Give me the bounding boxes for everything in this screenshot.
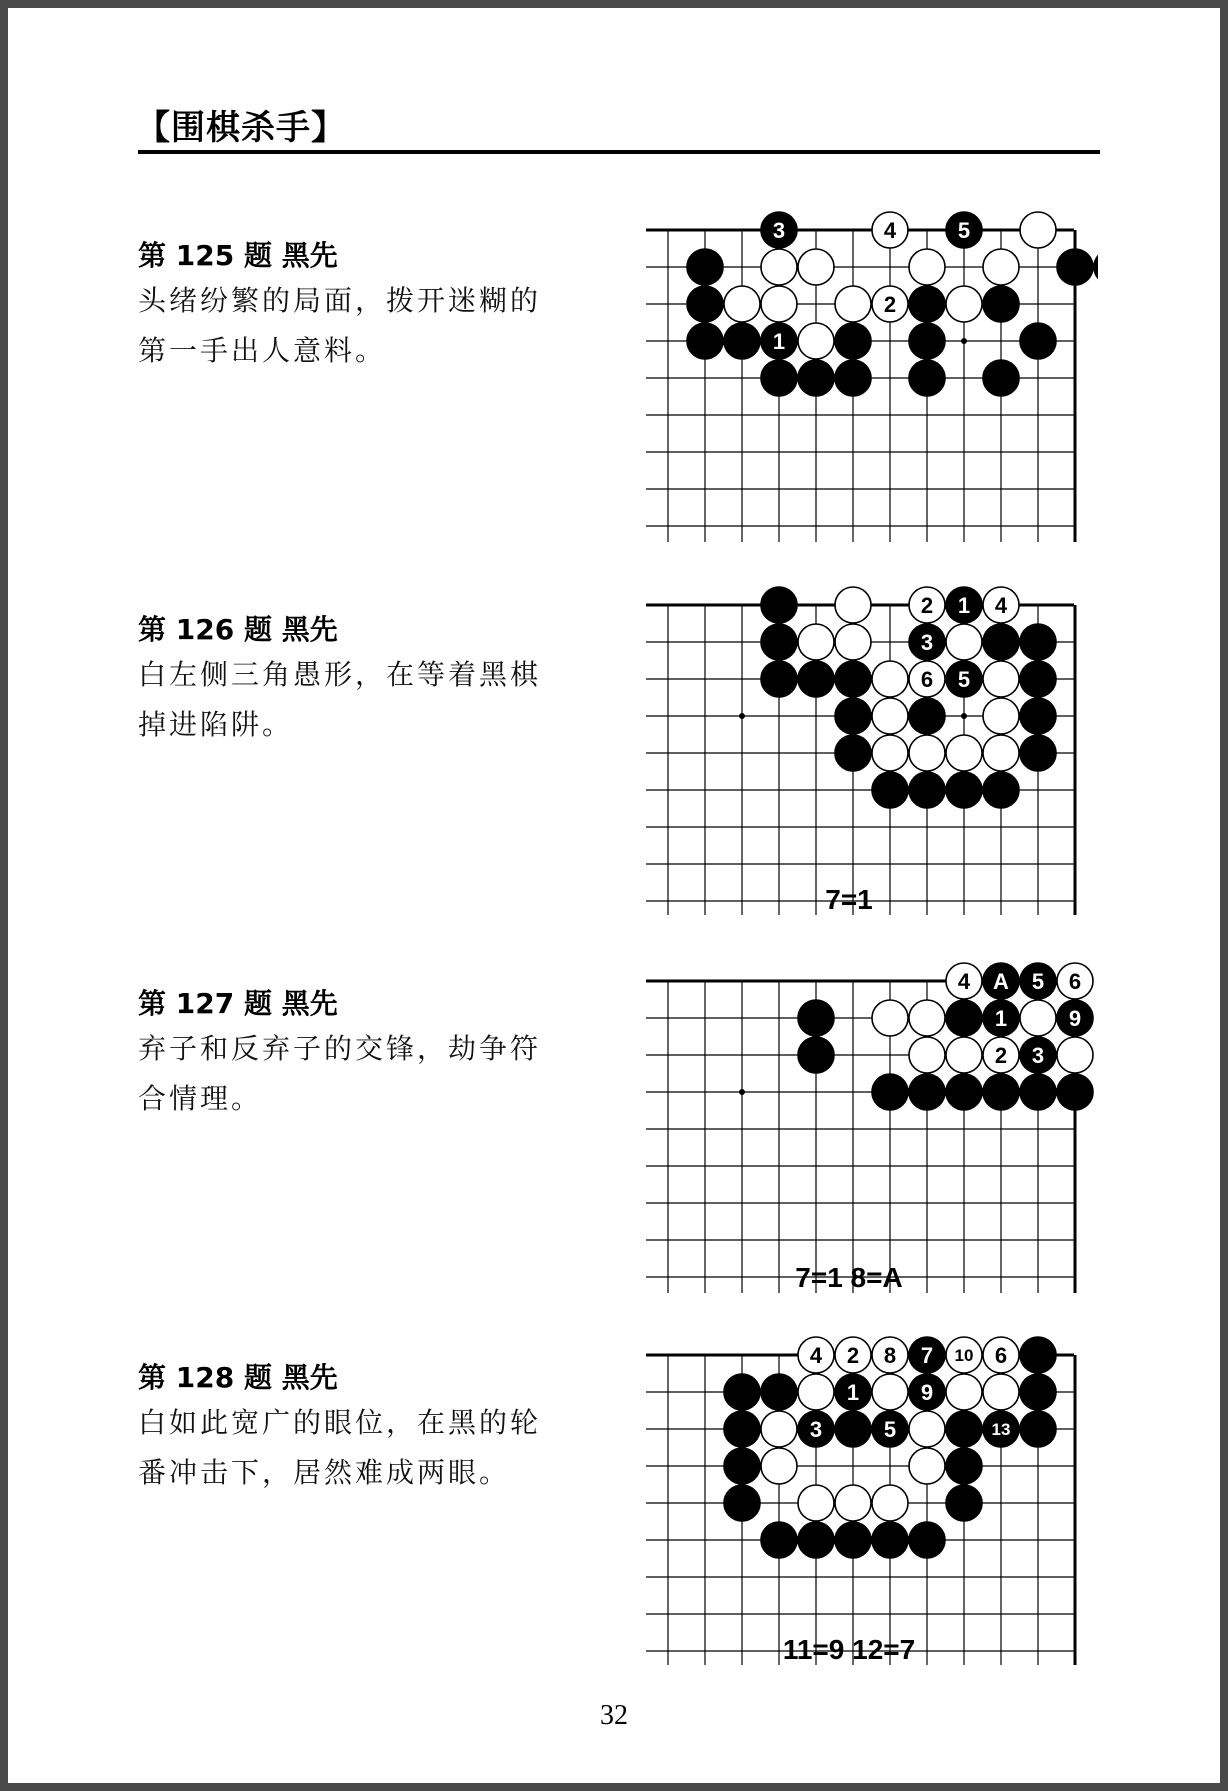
problem-128-line-2: 番冲击下，居然难成两眼。 xyxy=(138,1456,511,1489)
board-note: 7=1 8=A xyxy=(795,1262,903,1293)
move-number-label: 3 xyxy=(809,1417,823,1442)
move-number-label: 5 xyxy=(957,667,971,692)
black-stone xyxy=(946,1448,982,1484)
page-number: 32 xyxy=(600,1700,628,1731)
black-stone xyxy=(798,1522,834,1558)
header-rule xyxy=(138,150,1100,154)
white-stone xyxy=(909,1000,945,1036)
problem-125-description xyxy=(138,276,588,376)
white-stone xyxy=(872,735,908,771)
move-number-label: 6 xyxy=(920,667,934,692)
move-number-label: 4 xyxy=(994,593,1008,618)
move-number-label: A xyxy=(993,969,1009,994)
black-stone xyxy=(761,624,797,660)
white-stone xyxy=(798,323,834,359)
black-stone xyxy=(1020,1374,1056,1410)
white-stone xyxy=(761,1448,797,1484)
problem-127-line-2: 合情理。 xyxy=(138,1082,263,1115)
black-stone xyxy=(835,1411,871,1447)
black-stone xyxy=(946,772,982,808)
problem-128-line-1: 白如此宽广的眼位，在黑的轮 xyxy=(138,1406,542,1439)
move-number-label: 5 xyxy=(1031,969,1045,994)
black-stone xyxy=(835,661,871,697)
move-number-label: 3 xyxy=(772,218,786,243)
black-stone xyxy=(1094,249,1098,285)
problem-126-title: 第 126 题 黑先 xyxy=(138,613,338,646)
black-stone xyxy=(1020,1411,1056,1447)
black-stone xyxy=(1020,735,1056,771)
white-stone xyxy=(983,1374,1019,1410)
book-page xyxy=(8,8,1220,1783)
white-stone xyxy=(872,698,908,734)
star-point xyxy=(739,1089,745,1095)
black-stone xyxy=(724,1485,760,1521)
black-stone xyxy=(835,1522,871,1558)
black-stone xyxy=(798,1000,834,1036)
white-stone xyxy=(983,735,1019,771)
white-stone xyxy=(798,249,834,285)
problem-127-description xyxy=(138,1024,588,1124)
black-stone xyxy=(724,1411,760,1447)
black-stone xyxy=(1020,323,1056,359)
problem-125-board xyxy=(628,198,1098,548)
header-title: 【围棋杀手】 xyxy=(136,108,346,148)
problem-127-title: 第 127 题 黑先 xyxy=(138,987,338,1020)
white-stone xyxy=(1020,1000,1056,1036)
white-stone xyxy=(909,249,945,285)
black-stone xyxy=(798,661,834,697)
white-stone xyxy=(835,1485,871,1521)
black-stone xyxy=(761,1522,797,1558)
move-number-label: 6 xyxy=(994,1343,1008,1368)
white-stone xyxy=(946,624,982,660)
black-stone xyxy=(1020,661,1056,697)
problem-126-description xyxy=(138,650,588,750)
move-number-label: 3 xyxy=(920,630,934,655)
black-stone xyxy=(909,698,945,734)
move-number-label: 1 xyxy=(994,1006,1008,1031)
black-stone xyxy=(909,323,945,359)
problem-126-line-2: 掉进陷阱。 xyxy=(138,708,294,741)
white-stone xyxy=(761,286,797,322)
black-stone xyxy=(946,1074,982,1110)
white-stone xyxy=(872,1000,908,1036)
black-stone xyxy=(798,360,834,396)
white-stone xyxy=(909,1037,945,1073)
white-stone xyxy=(761,249,797,285)
white-stone xyxy=(724,286,760,322)
problem-126-board xyxy=(628,573,1098,923)
white-stone xyxy=(983,698,1019,734)
white-stone xyxy=(946,1037,982,1073)
move-number-label: 1 xyxy=(957,593,971,618)
white-stone xyxy=(946,286,982,322)
problem-127-line-1: 弃子和反弃子的交锋，劫争符 xyxy=(138,1032,542,1065)
black-stone xyxy=(946,1485,982,1521)
white-stone xyxy=(835,587,871,623)
white-stone xyxy=(909,1411,945,1447)
move-number-label: 8 xyxy=(883,1343,897,1368)
black-stone xyxy=(687,249,723,285)
move-number-label: 3 xyxy=(1031,1043,1045,1068)
move-number-label: 4 xyxy=(809,1343,823,1368)
white-stone xyxy=(1020,212,1056,248)
move-number-label: 2 xyxy=(994,1043,1008,1068)
star-point xyxy=(739,713,745,719)
problem-127-board xyxy=(628,948,1098,1298)
black-stone xyxy=(983,772,1019,808)
black-stone xyxy=(761,661,797,697)
black-stone xyxy=(872,1074,908,1110)
white-stone xyxy=(835,286,871,322)
move-number-label: 5 xyxy=(957,218,971,243)
white-stone xyxy=(761,1411,797,1447)
black-stone xyxy=(761,360,797,396)
move-number-label: 7 xyxy=(920,1343,934,1368)
black-stone xyxy=(1020,698,1056,734)
move-number-label: 1 xyxy=(772,329,786,354)
move-number-label: 9 xyxy=(1068,1006,1082,1031)
black-stone xyxy=(835,323,871,359)
black-stone xyxy=(909,1074,945,1110)
move-number-label: 4 xyxy=(883,218,897,243)
black-stone xyxy=(1020,624,1056,660)
white-stone xyxy=(946,735,982,771)
white-stone xyxy=(1057,1037,1093,1073)
board-note: 7=1 xyxy=(825,884,873,915)
black-stone xyxy=(909,286,945,322)
black-stone xyxy=(909,772,945,808)
problem-128-title: 第 128 题 黑先 xyxy=(138,1361,338,1394)
black-stone xyxy=(1057,1074,1093,1110)
problem-125-line-2: 第一手出人意料。 xyxy=(138,334,387,367)
black-stone xyxy=(687,286,723,322)
black-stone xyxy=(1020,1074,1056,1110)
problem-125-title: 第 125 题 黑先 xyxy=(138,239,338,272)
move-number-label: 10 xyxy=(954,1346,974,1365)
move-number-label: 4 xyxy=(957,969,971,994)
white-stone xyxy=(983,661,1019,697)
black-stone xyxy=(1020,1337,1056,1373)
black-stone xyxy=(798,1037,834,1073)
white-stone xyxy=(835,624,871,660)
white-stone xyxy=(909,735,945,771)
black-stone xyxy=(909,1522,945,1558)
black-stone xyxy=(983,360,1019,396)
black-stone xyxy=(909,360,945,396)
white-stone xyxy=(946,1374,982,1410)
black-stone xyxy=(724,1448,760,1484)
star-point xyxy=(961,338,967,344)
problem-126-line-1: 白左侧三角愚形，在等着黑棋 xyxy=(138,658,542,691)
black-stone xyxy=(946,1000,982,1036)
move-number-label: 13 xyxy=(991,1420,1011,1439)
white-stone xyxy=(872,1485,908,1521)
problem-128-board xyxy=(628,1323,1098,1673)
move-number-label: 1 xyxy=(846,1380,860,1405)
white-stone xyxy=(983,249,1019,285)
black-stone xyxy=(872,772,908,808)
move-number-label: 2 xyxy=(883,292,897,317)
white-stone xyxy=(909,1448,945,1484)
white-stone xyxy=(872,661,908,697)
white-stone xyxy=(872,1374,908,1410)
star-point xyxy=(961,713,967,719)
move-number-label: 2 xyxy=(846,1343,860,1368)
move-number-label: 6 xyxy=(1068,969,1082,994)
black-stone xyxy=(835,698,871,734)
move-number-label: 9 xyxy=(920,1380,934,1405)
white-stone xyxy=(798,624,834,660)
white-stone xyxy=(798,1485,834,1521)
black-stone xyxy=(761,1374,797,1410)
move-number-label: 2 xyxy=(920,593,934,618)
black-stone xyxy=(983,1074,1019,1110)
black-stone xyxy=(835,735,871,771)
black-stone xyxy=(872,1522,908,1558)
black-stone xyxy=(946,1411,982,1447)
board-note: 11=9 12=7 xyxy=(782,1634,916,1665)
white-stone xyxy=(798,1374,834,1410)
black-stone xyxy=(687,323,723,359)
black-stone xyxy=(983,624,1019,660)
problem-125-line-1: 头绪纷繁的局面，拨开迷糊的 xyxy=(138,284,542,317)
black-stone xyxy=(761,587,797,623)
problem-128-description xyxy=(138,1398,588,1498)
black-stone xyxy=(724,1374,760,1410)
black-stone xyxy=(724,323,760,359)
black-stone xyxy=(983,286,1019,322)
black-stone xyxy=(835,360,871,396)
move-number-label: 5 xyxy=(883,1417,897,1442)
black-stone xyxy=(1057,249,1093,285)
